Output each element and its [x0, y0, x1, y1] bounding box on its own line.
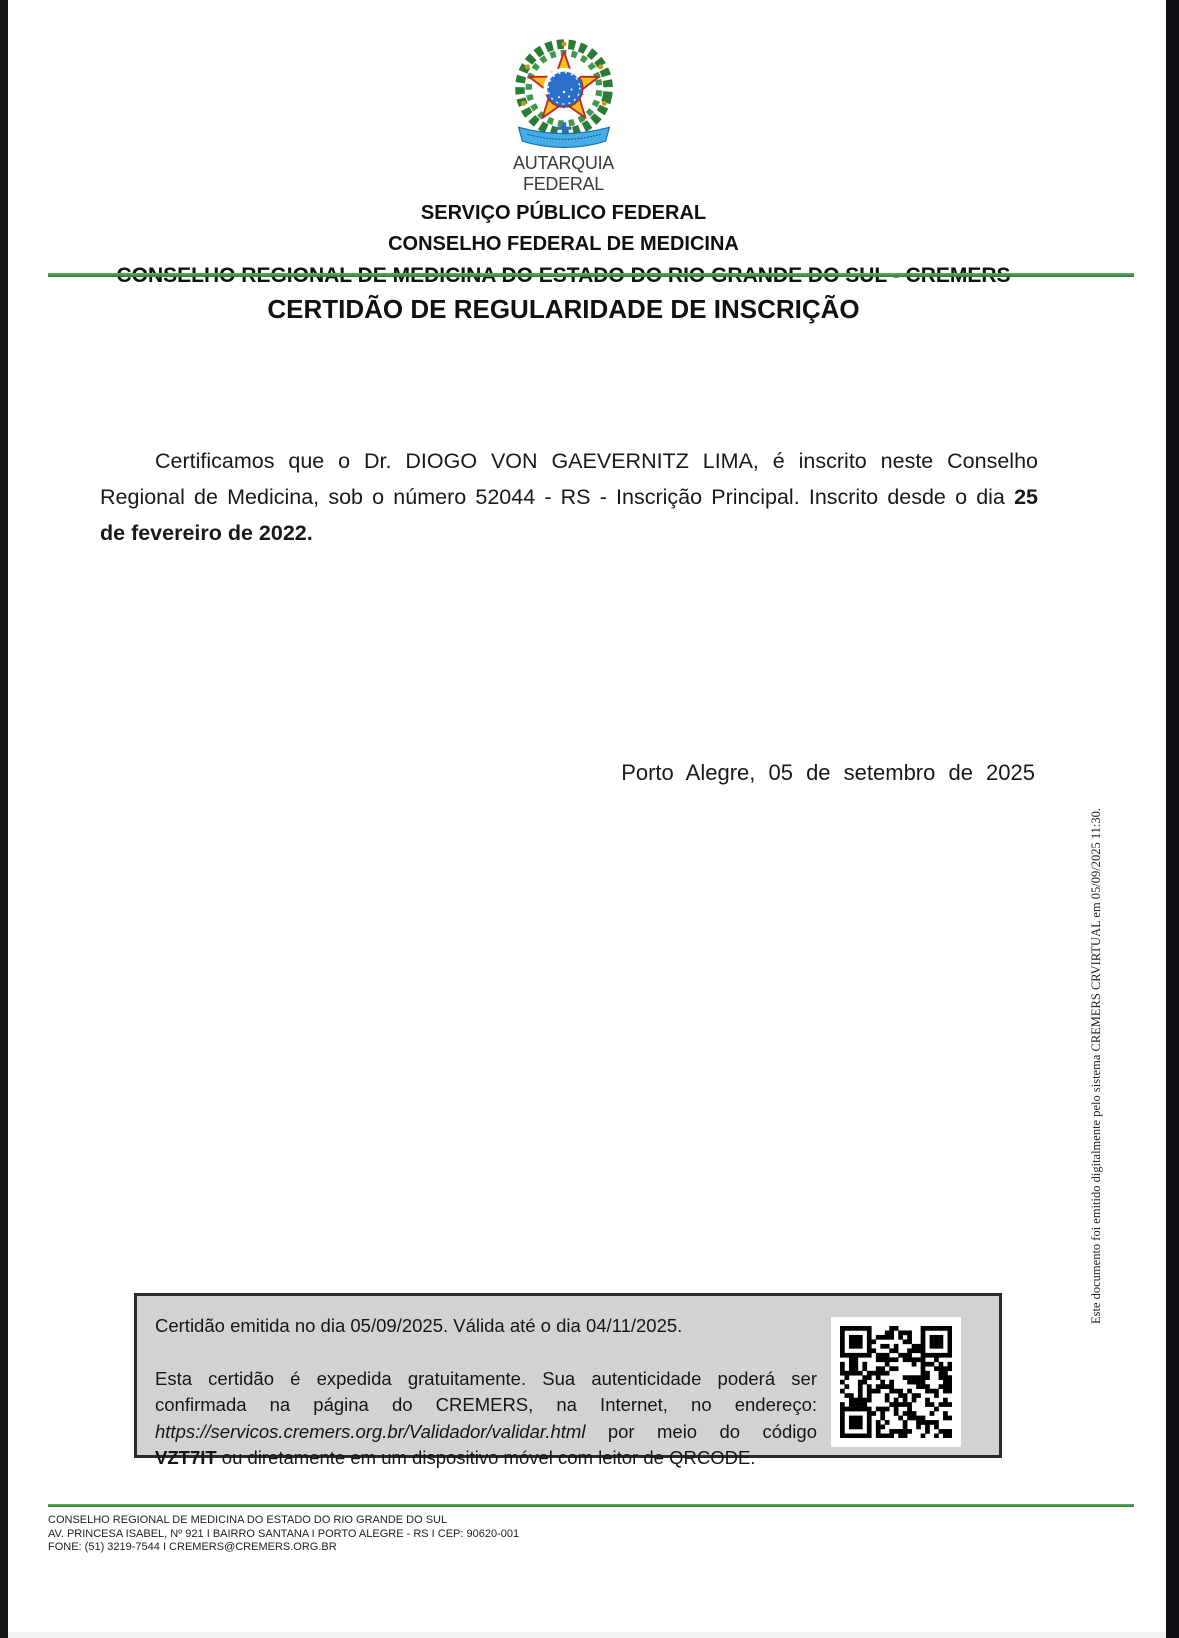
digital-emission-side-note: Este documento foi emitido digitalmente pelo sistema CREMERS CRVIRTUAL em 05/09/2025 11:30.	[1089, 807, 1103, 1325]
authenticity-line-3-rest: por meio do código	[585, 1420, 817, 1442]
validity-box-text	[155, 1313, 817, 1468]
authenticity-line-4	[155, 1445, 817, 1472]
emblem-caption-line2: FEDERAL	[523, 174, 604, 194]
qr-code	[831, 1317, 961, 1447]
brazil-coat-of-arms-icon	[501, 34, 627, 157]
page-edge-right	[1166, 0, 1179, 1638]
validity-box	[134, 1293, 1002, 1468]
emblem-caption	[0, 153, 1153, 195]
document-title: CERTIDÃO DE REGULARIDADE DE INSCRIÇÃO	[267, 294, 860, 324]
emblem-caption-line1: AUTARQUIA	[513, 153, 614, 173]
issue-place-date: Porto Alegre, 05 de setembro de 2025	[621, 760, 1035, 785]
validity-dates-line: Certidão emitida no dia 05/09/2025. Válida até o dia 04/11/2025.	[155, 1315, 683, 1336]
footer-divider-rule	[48, 1504, 1134, 1507]
footer-line-1: CONSELHO REGIONAL DE MEDICINA DO ESTADO DO RIO GRANDE DO SUL	[48, 1514, 448, 1526]
body-line-3-bold-date: de fevereiro de 2022.	[100, 521, 313, 545]
authenticity-line-2: confirmada na página do CREMERS, na Internet, no endereço:	[155, 1394, 817, 1415]
header-divider-rule	[48, 273, 1134, 277]
authenticity-line-1: Esta certidão é expedida gratuitamente. Sua autenticidade poderá ser	[155, 1367, 817, 1389]
authenticity-line-4-rest: ou diretamente em um dispositivo móvel com leitor de QRCODE.	[216, 1447, 756, 1468]
validation-code: VZT7IT	[155, 1447, 217, 1468]
footer-address-block	[48, 1514, 519, 1555]
body-line-2-regular: Regional de Medicina, sob o número 52044 - RS - Inscrição Principal. Inscrito desde o dia	[100, 485, 1015, 509]
header-servico-publico: SERVIÇO PÚBLICO FEDERAL	[420, 202, 707, 224]
footer-line-3: FONE: (51) 3219-7544 I CREMERS@CREMERS.ORG.BR	[48, 1541, 337, 1553]
footer-line-2: AV. PRINCESA ISABEL, Nº 921 I BAIRRO SANTANA I PORTO ALEGRE - RS I CEP: 90620-001	[48, 1527, 520, 1540]
page-edge-bottom	[8, 1632, 1166, 1638]
body-line-1: Certificamos que o Dr. DIOGO VON GAEVERNITZ LIMA, é inscrito neste Conselho	[155, 449, 1038, 473]
header-conselho-federal: CONSELHO FEDERAL DE MEDICINA	[388, 233, 739, 255]
letterhead	[0, 34, 1153, 288]
authenticity-line-3	[155, 1419, 817, 1446]
validator-url: https://servicos.cremers.org.br/Validador/validar.html	[155, 1420, 586, 1442]
certificate-body-paragraph	[100, 443, 1038, 551]
body-line-2	[100, 479, 1038, 515]
body-line-2-bold-date: 25	[1014, 485, 1038, 509]
